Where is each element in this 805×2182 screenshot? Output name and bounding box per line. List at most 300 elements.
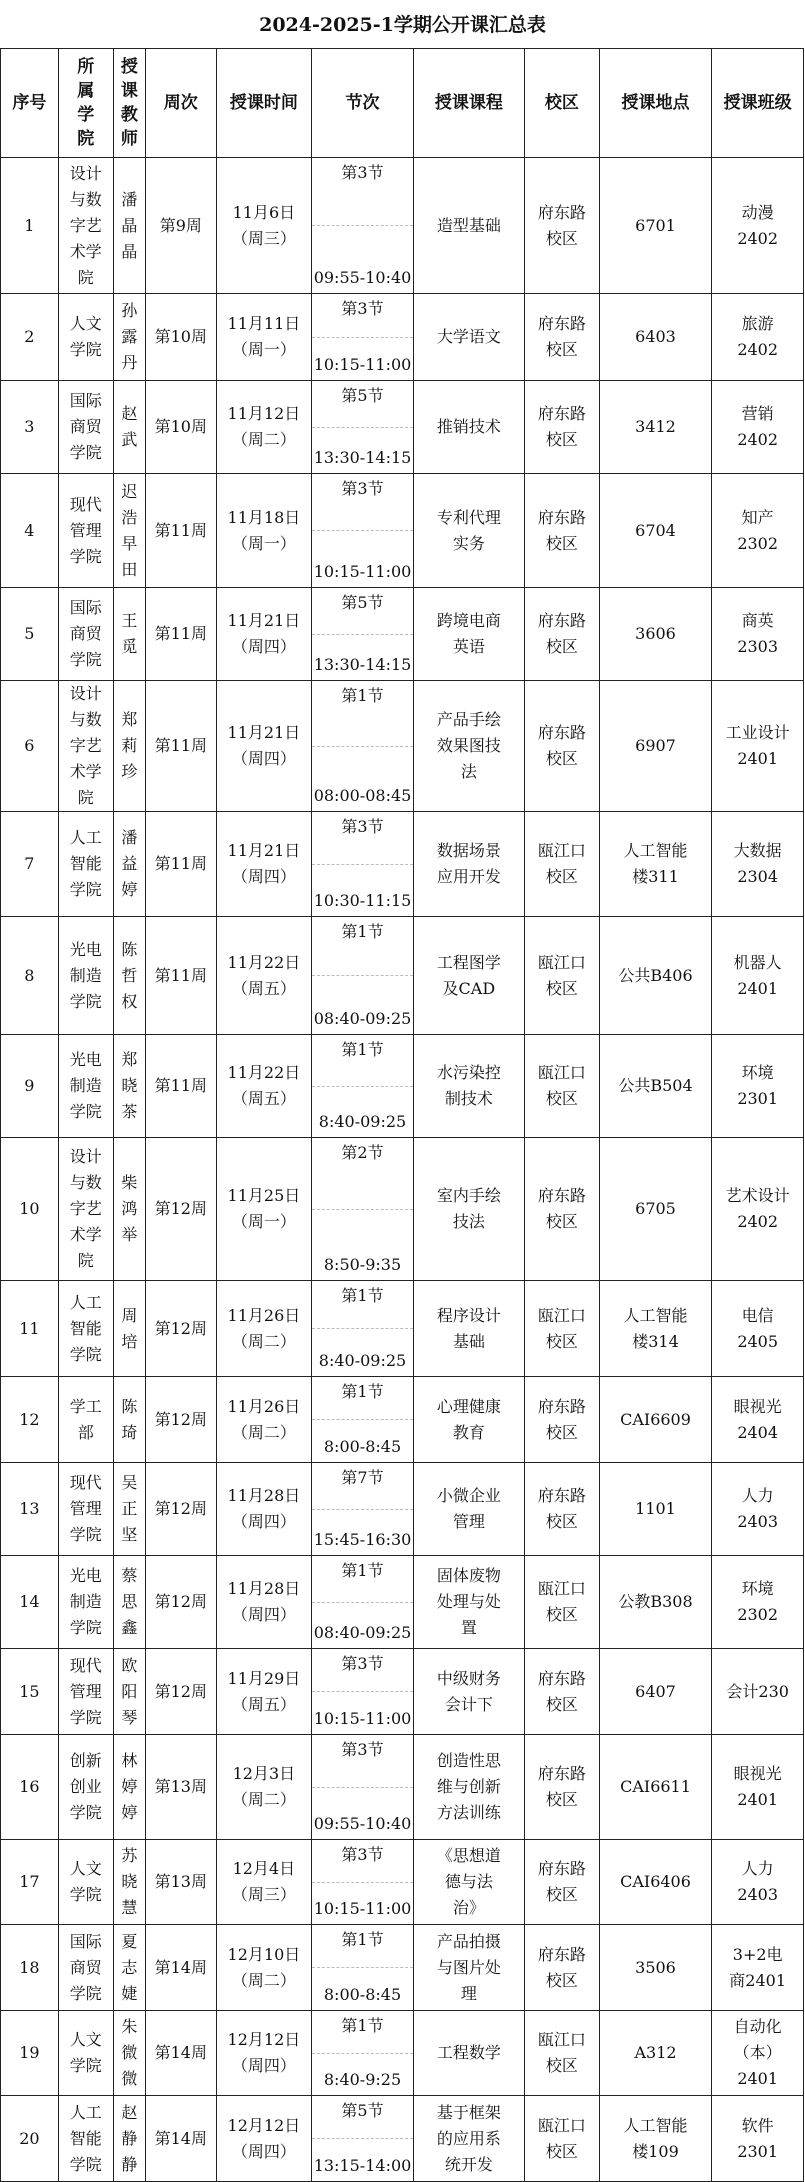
- table-row: [1, 1925, 804, 2011]
- cell-week: [146, 588, 216, 681]
- campus-text: 府东路校区: [537, 314, 586, 359]
- cell-time: [216, 1735, 312, 1840]
- cell-week: [146, 1377, 216, 1463]
- course-text: 程序设计基础: [436, 1305, 501, 1351]
- seq-text: 14: [19, 1592, 40, 1611]
- seq-text: 19: [19, 2043, 40, 2062]
- teacher-text: 林婷婷: [121, 1751, 138, 1822]
- class-text: 眼视光2404: [733, 1396, 782, 1442]
- table-body: [1, 158, 804, 2182]
- cell-course: [413, 1649, 524, 1735]
- header-teacher-label: 授课教师: [120, 57, 138, 149]
- cell-week: [146, 1556, 216, 1649]
- cell-course: [413, 1377, 524, 1463]
- cell-college: [58, 1035, 113, 1138]
- section-divider: [312, 864, 412, 865]
- campus-text: 瓯江口校区: [537, 1063, 586, 1108]
- cell-class: [712, 1035, 804, 1138]
- cell-teacher: [113, 1925, 145, 2011]
- date-text: 11月6日: [232, 202, 296, 222]
- cell-section: [312, 1138, 413, 1281]
- table-row: [1, 812, 804, 917]
- cell-seq: [1, 1925, 59, 2011]
- section-divider: [312, 1086, 412, 1087]
- class-text: 人力2403: [737, 1486, 779, 1531]
- week-text: 第12周: [154, 1409, 207, 1429]
- cell-teacher: [113, 812, 145, 917]
- cell-week: [146, 158, 216, 294]
- week-text: 第11周: [154, 965, 207, 985]
- college-text: 光电制造学院: [69, 1050, 102, 1121]
- cell-campus: [525, 1649, 600, 1735]
- cell-college: [58, 1925, 113, 2011]
- section-text: 第3节: [341, 817, 384, 836]
- header-time: 授课时间: [216, 49, 312, 158]
- campus-text: 府东路校区: [537, 507, 586, 553]
- table-row: [1, 1035, 804, 1138]
- cell-seq: [1, 294, 59, 381]
- cell-class: [712, 812, 804, 917]
- section-text: 第5节: [341, 593, 384, 612]
- cell-teacher: [113, 2096, 145, 2182]
- week-text: 第12周: [154, 1199, 207, 1218]
- college-text: 人文学院: [69, 314, 102, 359]
- college-text: 光电制造学院: [69, 1566, 102, 1637]
- cell-seq: [1, 917, 59, 1035]
- cell-time: [216, 381, 312, 474]
- seq-text: 4: [24, 520, 35, 540]
- teacher-text: 陈哲权: [121, 939, 138, 1011]
- campus-text: 府东路校区: [537, 1186, 586, 1231]
- teacher-text: 朱微微: [121, 2017, 138, 2088]
- week-text: 第11周: [154, 1076, 207, 1095]
- campus-text: 瓯江口校区: [537, 2115, 586, 2161]
- section-divider: [312, 1419, 412, 1420]
- cell-class: [712, 1925, 804, 2011]
- seq-text: 20: [19, 2128, 40, 2148]
- header-course: 授课课程: [413, 49, 524, 158]
- teacher-text: 陈琦: [121, 1396, 138, 1442]
- cell-location: [599, 1649, 712, 1735]
- cell-week: [146, 1649, 216, 1735]
- campus-text: 瓯江口校区: [537, 1579, 586, 1624]
- college-text: 人工智能学院: [69, 2102, 102, 2174]
- table-row: [1, 588, 804, 681]
- teacher-text: 王觅: [121, 611, 138, 656]
- section-text: 第1节: [341, 922, 384, 941]
- weekday-text: （周五）: [231, 1694, 296, 1714]
- cell-teacher: [113, 1035, 145, 1138]
- period-text: 09:55-10:40: [313, 268, 412, 287]
- section-text: 第3节: [341, 1654, 384, 1673]
- course-text: 小微企业管理: [436, 1486, 501, 1531]
- cell-college: [58, 294, 113, 381]
- cell-class: [712, 917, 804, 1035]
- course-text: 中级财务会计下: [436, 1668, 501, 1714]
- cell-teacher: [113, 1735, 145, 1840]
- course-text: 造型基础: [436, 215, 501, 235]
- cell-class: [712, 1463, 804, 1556]
- location-text: 6705: [635, 1199, 676, 1218]
- cell-section: [312, 1281, 413, 1377]
- cell-week: [146, 1925, 216, 2011]
- cell-section: [312, 1649, 413, 1735]
- class-text: 工业设计2401: [725, 723, 790, 768]
- cell-week: [146, 1281, 216, 1377]
- cell-week: [146, 917, 216, 1035]
- cell-college: [58, 681, 113, 812]
- cell-class: [712, 1138, 804, 1281]
- table-row: [1, 917, 804, 1035]
- course-text: 室内手绘技法: [436, 1186, 501, 1231]
- cell-week: [146, 812, 216, 917]
- cell-week: [146, 1840, 216, 1925]
- cell-class: [712, 1377, 804, 1463]
- weekday-text: （周三）: [231, 1885, 296, 1904]
- cell-section: [312, 681, 413, 812]
- college-text: 创新创业学院: [69, 1751, 102, 1822]
- header-section: 节次: [312, 49, 413, 158]
- section-text: 第3节: [341, 479, 384, 498]
- weekday-text: （周五）: [231, 978, 296, 998]
- cell-location: [599, 917, 712, 1035]
- cell-time: [216, 294, 312, 381]
- teacher-text: 郑晓茶: [121, 1050, 138, 1121]
- cell-location: [599, 474, 712, 588]
- cell-seq: [1, 381, 59, 474]
- college-text: 人文学院: [69, 1859, 102, 1904]
- college-text: 设计与数字艺术学院: [69, 1147, 102, 1270]
- section-divider: [312, 1787, 412, 1788]
- class-text: 人力2403: [737, 1859, 779, 1904]
- location-text: 人工智能楼109: [623, 2115, 688, 2161]
- weekday-text: （周二）: [231, 1422, 296, 1442]
- date-text: 11月26日: [227, 1305, 301, 1325]
- cell-week: [146, 1035, 216, 1138]
- campus-text: 府东路校区: [537, 1764, 586, 1809]
- period-text: 8:40-9:25: [323, 2070, 402, 2089]
- week-text: 第11周: [154, 854, 207, 873]
- cell-campus: [525, 1556, 600, 1649]
- period-text: 08:40-09:25: [313, 1623, 412, 1642]
- cell-teacher: [113, 588, 145, 681]
- cell-time: [216, 1649, 312, 1735]
- campus-text: 府东路校区: [537, 202, 586, 248]
- course-text: 产品拍摄与图片处理: [436, 1931, 501, 2003]
- cell-section: [312, 1377, 413, 1463]
- campus-text: 府东路校区: [537, 1944, 586, 1990]
- date-text: 11月21日: [227, 611, 301, 630]
- cell-college: [58, 1138, 113, 1281]
- period-text: 13:30-14:15: [313, 655, 412, 674]
- cell-course: [413, 1556, 524, 1649]
- seq-text: 7: [24, 854, 35, 873]
- seq-text: 9: [24, 1076, 35, 1095]
- section-divider: [312, 746, 412, 747]
- location-text: 公共B504: [618, 1076, 693, 1095]
- period-text: 10:30-11:15: [313, 891, 412, 910]
- section-divider: [312, 1602, 412, 1603]
- teacher-text: 吴正坚: [121, 1473, 138, 1544]
- college-text: 现代管理学院: [69, 1473, 102, 1544]
- class-text: 3+2电商2401: [729, 1944, 787, 1990]
- cell-seq: [1, 1035, 59, 1138]
- cell-college: [58, 1735, 113, 1840]
- cell-campus: [525, 1463, 600, 1556]
- section-divider: [312, 1209, 412, 1210]
- table-row: [1, 1556, 804, 1649]
- teacher-text: 迟浩早田: [121, 481, 138, 579]
- date-text: 11月18日: [227, 507, 301, 527]
- cell-time: [216, 812, 312, 917]
- teacher-text: 欧阳琴: [121, 1655, 138, 1727]
- course-text: 跨境电商英语: [436, 611, 501, 656]
- cell-class: [712, 381, 804, 474]
- course-text: 专利代理实务: [436, 507, 501, 553]
- campus-text: 瓯江口校区: [537, 952, 586, 998]
- cell-course: [413, 681, 524, 812]
- college-text: 国际商贸学院: [69, 1931, 102, 2003]
- cell-location: [599, 1463, 712, 1556]
- teacher-text: 周培: [121, 1305, 138, 1351]
- date-text: 11月12日: [227, 404, 301, 423]
- cell-location: [599, 588, 712, 681]
- cell-class: [712, 681, 804, 812]
- period-text: 10:15-11:00: [313, 1899, 412, 1918]
- section-divider: [312, 1509, 412, 1510]
- cell-course: [413, 917, 524, 1035]
- period-text: 10:15-11:00: [313, 1709, 412, 1728]
- cell-teacher: [113, 474, 145, 588]
- section-divider: [312, 2138, 412, 2139]
- cell-course: [413, 812, 524, 917]
- table-row: [1, 1840, 804, 1925]
- weekday-text: （周一）: [231, 340, 296, 359]
- cell-location: [599, 1281, 712, 1377]
- header-college-label: 所属学院: [77, 57, 95, 149]
- cell-time: [216, 917, 312, 1035]
- campus-text: 府东路校区: [537, 1396, 586, 1442]
- section-divider: [312, 975, 412, 976]
- cell-section: [312, 1556, 413, 1649]
- cell-college: [58, 1649, 113, 1735]
- cell-location: [599, 2096, 712, 2182]
- location-text: 6403: [635, 327, 676, 346]
- course-text: 水污染控制技术: [436, 1063, 501, 1108]
- college-text: 学工部: [69, 1396, 102, 1442]
- cell-class: [712, 158, 804, 294]
- date-text: 11月29日: [227, 1668, 301, 1688]
- teacher-text: 柴鸿举: [121, 1173, 138, 1244]
- cell-college: [58, 1840, 113, 1925]
- section-text: 第1节: [341, 1040, 384, 1059]
- cell-college: [58, 2011, 113, 2096]
- section-divider: [312, 1967, 412, 1968]
- cell-time: [216, 1035, 312, 1138]
- location-text: CAI6406: [620, 1872, 691, 1891]
- cell-week: [146, 294, 216, 381]
- college-text: 现代管理学院: [69, 1655, 102, 1727]
- header-campus: 校区: [525, 49, 600, 158]
- cell-section: [312, 917, 413, 1035]
- cell-section: [312, 2011, 413, 2096]
- weekday-text: （周二）: [231, 430, 296, 449]
- cell-course: [413, 1925, 524, 2011]
- cell-week: [146, 2096, 216, 2182]
- teacher-text: 苏晓慧: [121, 1846, 138, 1917]
- location-text: CAI6609: [620, 1409, 691, 1429]
- location-text: 6907: [635, 736, 676, 755]
- teacher-text: 蔡思鑫: [121, 1566, 138, 1637]
- cell-location: [599, 1840, 712, 1925]
- campus-text: 府东路校区: [537, 1668, 586, 1714]
- cell-campus: [525, 1377, 600, 1463]
- period-text: 10:15-11:00: [313, 355, 412, 374]
- period-text: 8:40-09:25: [318, 1351, 407, 1370]
- weekday-text: （周四）: [231, 2056, 296, 2075]
- cell-class: [712, 294, 804, 381]
- cell-class: [712, 1556, 804, 1649]
- cell-location: [599, 294, 712, 381]
- cell-teacher: [113, 381, 145, 474]
- cell-location: [599, 1138, 712, 1281]
- cell-teacher: [113, 1281, 145, 1377]
- section-text: 第1节: [341, 1561, 384, 1580]
- cell-teacher: [113, 1840, 145, 1925]
- class-text: 艺术设计2402: [725, 1186, 790, 1231]
- course-text: 工程数学: [436, 2043, 501, 2062]
- table-row: [1, 681, 804, 812]
- seq-text: 17: [19, 1872, 40, 1891]
- cell-week: [146, 2011, 216, 2096]
- college-text: 设计与数字艺术学院: [69, 684, 102, 807]
- cell-section: [312, 1925, 413, 2011]
- class-text: 旅游2402: [737, 314, 779, 359]
- week-text: 第14周: [154, 2128, 207, 2148]
- cell-course: [413, 1463, 524, 1556]
- date-text: 11月22日: [227, 1063, 301, 1082]
- seq-text: 3: [24, 417, 35, 436]
- college-text: 人文学院: [69, 2030, 102, 2075]
- location-text: 3606: [635, 624, 676, 643]
- week-text: 第14周: [154, 1957, 207, 1977]
- cell-seq: [1, 158, 59, 294]
- cell-section: [312, 1840, 413, 1925]
- location-text: CAI6611: [620, 1777, 691, 1796]
- class-text: 软件2301: [737, 2115, 779, 2161]
- course-text: 创造性思维与创新方法训练: [436, 1751, 501, 1822]
- college-text: 现代管理学院: [69, 494, 102, 566]
- campus-text: 府东路校区: [537, 1859, 586, 1904]
- weekday-text: （周二）: [231, 1790, 296, 1809]
- section-divider: [312, 2053, 412, 2054]
- section-text: 第1节: [341, 1382, 384, 1401]
- cell-course: [413, 2096, 524, 2182]
- table-row: [1, 474, 804, 588]
- course-text: 数据场景应用开发: [436, 841, 501, 886]
- seq-text: 18: [19, 1957, 40, 1977]
- cell-teacher: [113, 681, 145, 812]
- college-text: 设计与数字艺术学院: [69, 163, 102, 287]
- course-text: 基于框架的应用系统开发: [436, 2102, 501, 2174]
- cell-location: [599, 812, 712, 917]
- cell-teacher: [113, 917, 145, 1035]
- header-row: [1, 49, 804, 158]
- cell-location: [599, 1925, 712, 2011]
- cell-time: [216, 1463, 312, 1556]
- campus-text: 府东路校区: [537, 611, 586, 656]
- class-text: 机器人2401: [733, 952, 782, 998]
- seq-text: 10: [19, 1199, 40, 1218]
- cell-campus: [525, 294, 600, 381]
- cell-seq: [1, 474, 59, 588]
- date-text: 11月11日: [227, 314, 301, 333]
- cell-location: [599, 1377, 712, 1463]
- cell-campus: [525, 917, 600, 1035]
- week-text: 第14周: [154, 2043, 207, 2062]
- cell-location: [599, 1735, 712, 1840]
- week-text: 第12周: [154, 1681, 207, 1701]
- cell-course: [413, 588, 524, 681]
- cell-college: [58, 1377, 113, 1463]
- cell-time: [216, 474, 312, 588]
- section-text: 第3节: [341, 163, 384, 182]
- cell-section: [312, 158, 413, 294]
- date-text: 12月4日: [232, 1859, 296, 1878]
- date-text: 12月3日: [232, 1764, 296, 1783]
- course-text: 产品手绘效果图技法: [436, 710, 501, 781]
- teacher-text: 孙露丹: [121, 301, 138, 372]
- cell-time: [216, 588, 312, 681]
- cell-week: [146, 1138, 216, 1281]
- period-text: 08:40-09:25: [313, 1009, 412, 1028]
- section-text: 第5节: [341, 2101, 384, 2120]
- cell-class: [712, 588, 804, 681]
- cell-seq: [1, 1281, 59, 1377]
- class-text: 大数据2304: [733, 841, 782, 886]
- week-text: 第11周: [154, 520, 207, 540]
- table-row: [1, 381, 804, 474]
- teacher-text: 夏志婕: [121, 1931, 138, 2003]
- date-text: 11月22日: [227, 952, 301, 972]
- date-text: 12月12日: [227, 2115, 301, 2135]
- period-text: 8:50-9:35: [323, 1255, 402, 1274]
- seq-text: 13: [19, 1499, 40, 1518]
- cell-time: [216, 1281, 312, 1377]
- period-text: 08:00-08:45: [313, 786, 412, 805]
- cell-section: [312, 2096, 413, 2182]
- cell-campus: [525, 1138, 600, 1281]
- section-divider: [312, 337, 412, 338]
- cell-seq: [1, 1840, 59, 1925]
- date-text: 11月26日: [227, 1396, 301, 1416]
- seq-text: 12: [19, 1409, 40, 1429]
- section-text: 第2节: [341, 1143, 384, 1162]
- table-row: [1, 2096, 804, 2182]
- date-text: 11月28日: [227, 1579, 301, 1598]
- week-text: 第11周: [154, 736, 207, 755]
- campus-text: 瓯江口校区: [537, 2030, 586, 2075]
- cell-campus: [525, 1735, 600, 1840]
- section-text: 第3节: [341, 1740, 384, 1759]
- cell-campus: [525, 1035, 600, 1138]
- period-text: 8:00-8:45: [323, 1985, 402, 2004]
- weekday-text: （周四）: [231, 749, 296, 768]
- cell-seq: [1, 681, 59, 812]
- cell-college: [58, 158, 113, 294]
- location-text: 6704: [635, 520, 676, 540]
- campus-text: 府东路校区: [537, 723, 586, 768]
